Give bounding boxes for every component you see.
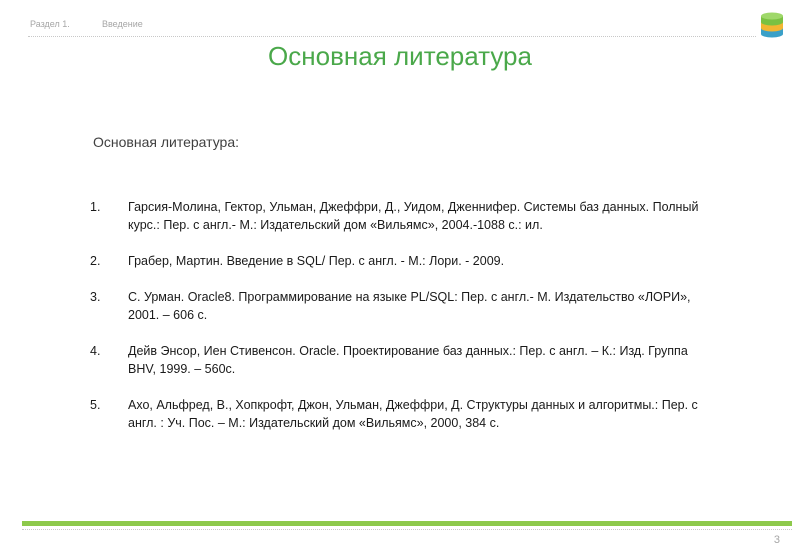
item-text: Грабер, Мартин. Введение в SQL/ Пер. с англ. - М.: Лори. - 2009. <box>128 254 505 268</box>
list-item <box>90 396 710 432</box>
section-label: Раздел 1. <box>30 19 70 29</box>
item-number: 5. <box>90 398 101 412</box>
section-title: Введение <box>102 19 143 29</box>
database-stack-icon <box>758 9 786 39</box>
reference-list <box>90 198 710 450</box>
list-item <box>90 288 710 324</box>
page-number: 3 <box>773 534 780 546</box>
item-number: 2. <box>90 254 101 268</box>
subtitle: Основная литература: <box>93 134 240 150</box>
item-text: Гарсия-Молина, Гектор, Ульман, Джеффри, Д., Уидом, Дженнифер. Системы баз данных. Полный курс.: Пер. с англ.- М.: Издательский дом «Вильямс», 2004.-1088 с.: ил. <box>128 200 699 232</box>
header-divider <box>28 36 756 37</box>
list-item <box>90 198 710 234</box>
list-item <box>90 342 710 378</box>
item-text: Дейв Энсор, Иен Стивенсон. Oracle. Проектирование баз данных.: Пер. с англ. – К.: Изд. Группа BHV, 1999. – 560с. <box>128 344 688 376</box>
list-item <box>90 252 710 270</box>
item-number: 3. <box>90 290 101 304</box>
item-text: Ахо, Альфред, В., Хопкрофт, Джон, Ульман, Джеффри, Д. Структуры данных и алгоритмы.: Пер. с англ. : Уч. Пос. – М.: Издательский дом «Вильямс», 2000, 384 с. <box>128 398 698 430</box>
item-number: 4. <box>90 344 101 358</box>
footer-divider <box>22 529 792 530</box>
item-text: С. Урман. Oracle8. Программирование на языке PL/SQL: Пер. с англ.- М. Издательство «ЛОРИ», 2001. – 606 с. <box>128 290 691 322</box>
item-number: 1. <box>90 200 101 214</box>
page-title: Основная литература <box>268 41 532 71</box>
footer-accent-bar <box>22 521 792 526</box>
